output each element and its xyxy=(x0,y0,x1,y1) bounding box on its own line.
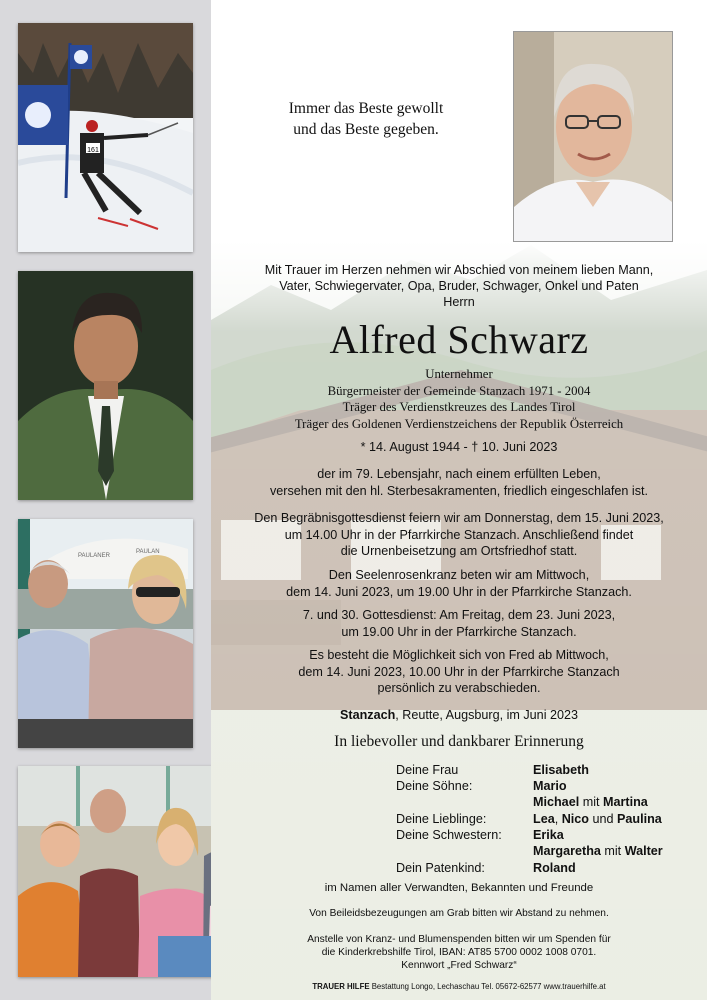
obituary-text-panel xyxy=(211,0,707,1000)
footer-funeral-home xyxy=(221,982,697,991)
rosary-info xyxy=(221,567,697,600)
title-item: Unternehmer xyxy=(425,367,493,381)
mourner-son-2 xyxy=(533,794,703,811)
funeral-line: um 14.00 Uhr in der Pfarrkirche Stanzach. Anschließend findet xyxy=(284,527,634,542)
titles-list xyxy=(231,366,687,432)
grandchild-sep: , xyxy=(554,812,562,826)
donation-note xyxy=(221,933,697,972)
grandchild-and: und xyxy=(589,812,618,826)
photo-younger-portrait xyxy=(18,271,193,500)
deceased-name: Alfred Schwarz xyxy=(329,317,589,362)
quote-line-1: Immer das Beste gewollt xyxy=(288,100,444,117)
funeral-line: die Urnenbeisetzung am Ortsfriedhof statt. xyxy=(340,544,578,558)
place-rest: , Reutte, Augsburg, im Juni 2023 xyxy=(395,708,579,722)
son2-name: Michael xyxy=(533,795,580,809)
funeral-info xyxy=(221,510,697,560)
funeral-line: Den Begräbnisgottesdienst feiern wir am Donnerstag, dem 15. Juni 2023, xyxy=(254,511,664,525)
grandchild-2: Nico xyxy=(561,812,589,826)
life-dates: * 14. August 1944 - † 10. Juni 2023 xyxy=(360,440,558,454)
mass-line: 7. und 30. Gottesdienst: Am Freitag, dem 23. Juni 2023, xyxy=(302,608,616,622)
ski-bib-number: 161 xyxy=(87,147,99,154)
mourner-sister-2 xyxy=(533,843,703,860)
son2-joiner: mit xyxy=(579,795,603,809)
mourner-son-1: Mario xyxy=(533,779,567,793)
sister2-partner: Walter xyxy=(624,844,663,858)
death-note-line: versehen mit den hl. Sterbesakramenten, friedlich eingeschlafen ist. xyxy=(269,483,648,498)
title-item: Bürgermeister der Gemeinde Stanzach 1971 - 2004 xyxy=(327,383,591,398)
rosary-line: dem 14. Juni 2023, um 19.00 Uhr in der Pfarrkirche Stanzach. xyxy=(286,584,632,599)
donation-line: Kennwort „Fred Schwarz“ xyxy=(401,960,517,971)
mourner-label-grandchildren: Deine Lieblinge: xyxy=(396,812,487,826)
footer-details: Bestattung Longo, Lechaschau Tel. 05672-62577 www.trauerhilfe.at xyxy=(369,982,606,991)
mourner-label-wife: Deine Frau xyxy=(396,763,459,777)
grandchild-3: Paulina xyxy=(617,812,662,826)
place-and-date xyxy=(221,708,697,722)
farewell-line: dem 14. Juni 2023, 10.00 Uhr in der Pfarrkirche Stanzach xyxy=(298,664,620,679)
mass-line: um 19.00 Uhr in der Pfarrkirche Stanzach. xyxy=(341,624,577,639)
announcement-intro xyxy=(231,262,687,310)
farewell-info xyxy=(221,647,697,697)
rosary-line: Den Seelenrosenkranz beten wir am Mittwoch, xyxy=(328,568,590,582)
intro-line-1: Mit Trauer im Herzen nehmen wir Abschied von meinem lieben Mann, xyxy=(264,263,654,277)
place-town: Stanzach xyxy=(339,708,396,722)
mourner-grandchildren xyxy=(533,811,703,828)
footer-brand: TRAUER HILFE xyxy=(312,982,370,991)
son2-partner: Martina xyxy=(603,795,648,809)
donation-line: die Kinderkrebshilfe Tirol, IBAN: AT85 5700 0002 1008 0701. xyxy=(321,947,597,958)
umbrella-sign-2: PAULAN xyxy=(136,549,160,555)
mourner-wife: Elisabeth xyxy=(533,763,589,777)
title-item: Träger des Goldenen Verdienstzeichens der Republik Österreich xyxy=(294,416,624,431)
title-item: Träger des Verdienstkreuzes des Landes Tirol xyxy=(342,400,576,414)
photo-skiing xyxy=(18,23,193,252)
remembrance-line: In liebevoller und dankbarer Erinnerung xyxy=(334,733,584,750)
mourner-label-sons: Deine Söhne: xyxy=(396,779,473,793)
intro-line-2: Vater, Schwiegervater, Opa, Bruder, Schwager, Onkel und Paten xyxy=(279,279,639,293)
umbrella-sign-1: PAULANER xyxy=(78,553,110,559)
photo-couple xyxy=(18,519,193,748)
mass-info xyxy=(221,607,697,640)
sister2-name: Margaretha xyxy=(533,844,601,858)
grandchild-1: Lea xyxy=(533,812,555,826)
death-note xyxy=(221,466,697,499)
mourner-label-godchild: Dein Patenkind: xyxy=(396,861,485,875)
memorial-quote xyxy=(261,98,471,140)
condolence-note: Von Beileidsbezeugungen am Grab bitten wir Abstand zu nehmen. xyxy=(309,908,609,919)
mourner-label-sisters: Deine Schwestern: xyxy=(396,828,502,842)
intro-line-3: Herrn xyxy=(443,295,475,309)
farewell-line: Es besteht die Möglichkeit sich von Fred ab Mittwoch, xyxy=(309,648,609,662)
farewell-line: persönlich zu verabschieden. xyxy=(377,681,541,695)
mourner-sister-1: Erika xyxy=(533,828,564,842)
mourner-godchild: Roland xyxy=(533,861,576,875)
donation-line: Anstelle von Kranz- und Blumenspenden bitten wir um Spenden für xyxy=(307,934,611,945)
relatives-line: im Namen aller Verwandten, Bekannten und Freunde xyxy=(324,882,594,894)
sister2-joiner: mit xyxy=(600,844,625,858)
portrait-photo xyxy=(513,31,673,242)
death-note-line: der im 79. Lebensjahr, nach einem erfüllten Leben, xyxy=(317,467,601,481)
quote-line-2: und das Beste gegeben. xyxy=(293,121,439,138)
